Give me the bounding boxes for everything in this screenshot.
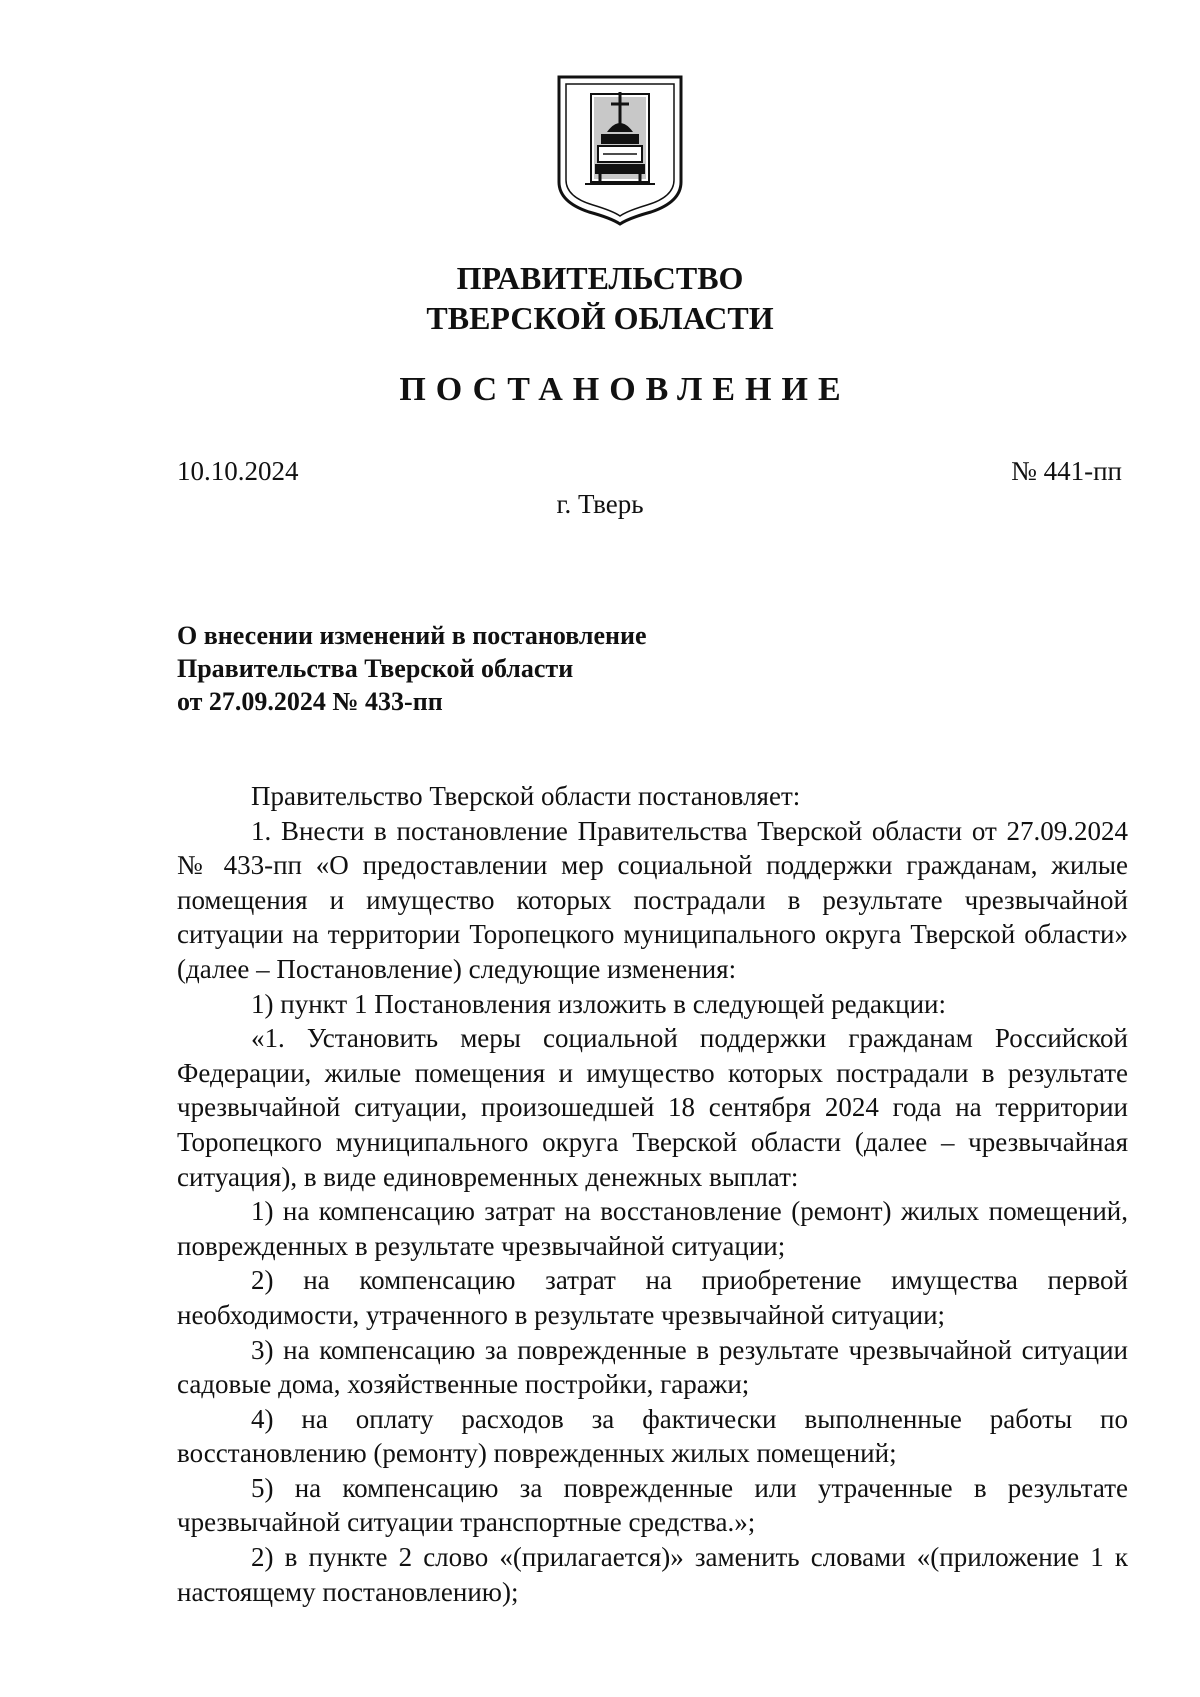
government-line-2: ТВЕРСКОЙ ОБЛАСТИ xyxy=(426,300,774,336)
body-paragraph: 5) на компенсацию за поврежденные или утраченные в результате чрезвычайной ситуации транспортные средства.»; xyxy=(177,1472,1128,1538)
body-paragraph: 1) пункт 1 Постановления изложить в следующей редакции: xyxy=(251,988,946,1019)
document-date: 10.10.2024 xyxy=(177,456,299,486)
subject-line-3: от 27.09.2024 № 433-пп xyxy=(177,687,443,716)
document-body xyxy=(177,779,1128,1609)
document-number: № 441-пп xyxy=(1011,456,1122,486)
subject-line-2: Правительства Тверской области xyxy=(177,654,574,683)
body-paragraph: «1. Установить меры социальной поддержки гражданам Российской Федерации, жилые помещения и имущество которых пострадали в результате чрезвычайной ситуации, произошедшей 18 сентября 2024 года на территории Торопецкого муниципального округа Тверской области (далее – чрезвычайная ситуация), в виде единовременных денежных выплат: xyxy=(177,1023,1128,1192)
document-type-title: ПОСТАНОВЛЕНИЕ xyxy=(399,371,851,408)
subject-line-1: О внесении изменений в постановление xyxy=(177,621,647,650)
body-paragraph: 2) на компенсацию затрат на приобретение имущества первой необходимости, утраченного в результате чрезвычайной ситуации; xyxy=(177,1265,1128,1330)
body-paragraph: 4) на оплату расходов за фактически выполненные работы по восстановлению (ремонту) поврежденных жилых помещений; xyxy=(177,1403,1128,1469)
body-paragraph: 3) на компенсацию за поврежденные в результате чрезвычайной ситуации садовые дома, хозяйственные постройки, гаражи; xyxy=(177,1334,1128,1400)
body-paragraph: 1) на компенсацию затрат на восстановление (ремонт) жилых помещений, поврежденных в результате чрезвычайной ситуации; xyxy=(177,1196,1128,1261)
body-paragraph: 1. Внести в постановление Правительства Тверской области от 27.09.2024 № 433-пп «О предоставлении мер социальной поддержки гражданам, жилые помещения и имущество которых пострадали в результате чрезвычайной ситуации на территории Торопецкого муниципального округа Тверской области» (далее – Постановление) следующие изменения: xyxy=(177,815,1128,984)
body-paragraph: 2) в пункте 2 слово «(прилагается)» заменить словами «(приложение 1 к настоящему постановлению); xyxy=(177,1542,1128,1607)
document-city: г. Тверь xyxy=(556,489,644,519)
body-paragraph: Правительство Тверской области постановляет: xyxy=(251,781,801,811)
government-line-1: ПРАВИТЕЛЬСТВО xyxy=(456,260,744,296)
document-subject xyxy=(177,619,877,718)
government-name xyxy=(0,258,1200,338)
tver-coat-of-arms-icon xyxy=(555,74,685,226)
